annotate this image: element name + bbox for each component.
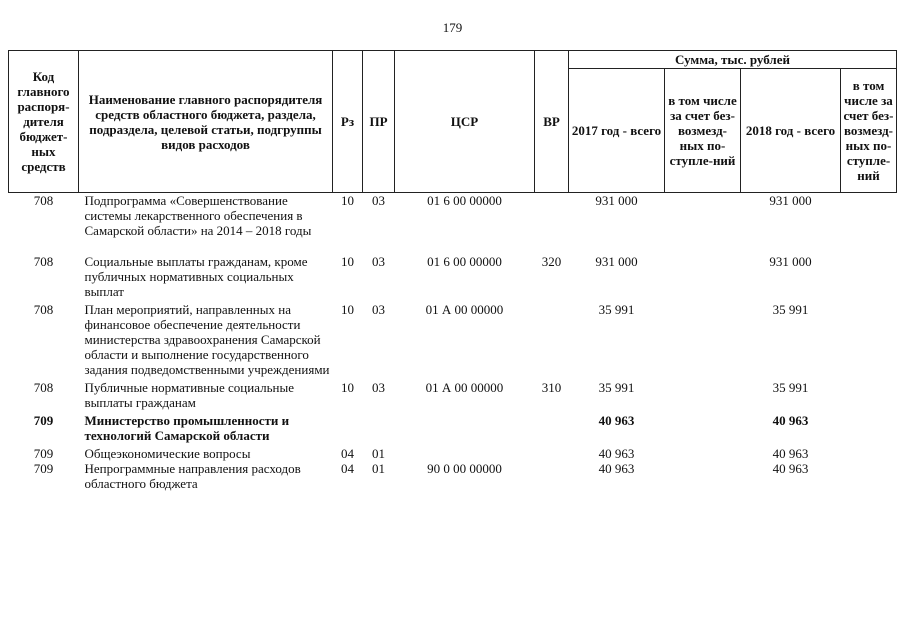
cell-2017-total: 931 000 bbox=[595, 193, 638, 208]
cell-csr bbox=[395, 443, 535, 461]
cell-2018-total: 931 000 bbox=[769, 254, 812, 269]
cell-2017-total: 40 963 bbox=[598, 461, 635, 476]
cell-2017-total: 35 991 bbox=[598, 302, 635, 317]
cell-vr bbox=[535, 299, 569, 377]
cell-rz bbox=[333, 410, 363, 443]
cell-2017-free bbox=[665, 443, 741, 461]
header-csr: ЦСР bbox=[395, 51, 535, 193]
cell-pr: 03 bbox=[372, 380, 385, 395]
cell-vr bbox=[535, 461, 569, 491]
cell-2018-total: 931 000 bbox=[769, 193, 812, 208]
cell-2017-free bbox=[665, 299, 741, 377]
cell-2018-free bbox=[841, 193, 897, 239]
cell-name: Непрограммные направления расходов областного бюджета bbox=[84, 461, 301, 491]
cell-pr: 01 bbox=[372, 461, 385, 476]
cell-code: 708 bbox=[33, 193, 54, 208]
cell-2017-total: 40 963 bbox=[598, 446, 635, 461]
cell-pr bbox=[363, 410, 395, 443]
cell-2018-total: 35 991 bbox=[772, 380, 809, 395]
cell-vr bbox=[535, 443, 569, 461]
cell-2018-free bbox=[841, 443, 897, 461]
cell-name: Общеэкономические вопросы bbox=[84, 446, 251, 461]
cell-code: 708 bbox=[33, 380, 54, 395]
cell-csr: 01 А 00 00000 bbox=[425, 302, 504, 317]
table-row bbox=[9, 193, 897, 239]
cell-2017-total: 40 963 bbox=[598, 413, 635, 428]
cell-code: 709 bbox=[33, 461, 54, 476]
cell-vr bbox=[535, 410, 569, 443]
cell-rz: 10 bbox=[341, 254, 354, 269]
cell-csr: 01 6 00 00000 bbox=[427, 254, 502, 269]
cell-2018-free bbox=[841, 238, 897, 299]
cell-name: Социальные выплаты гражданам, кроме публичных нормативных социальных выплат bbox=[84, 254, 308, 299]
header-2017-total: 2017 год - всего bbox=[569, 69, 665, 193]
table-row bbox=[9, 443, 897, 461]
cell-2018-free bbox=[841, 377, 897, 410]
cell-csr: 01 6 00 00000 bbox=[427, 193, 502, 208]
table-row bbox=[9, 299, 897, 377]
cell-2018-total: 40 963 bbox=[772, 413, 809, 428]
cell-name: Подпрограмма «Совершенствование системы лекарственного обеспечения в Самарской области» на 2014 – 2018 годы bbox=[84, 193, 312, 238]
header-2018-total: 2018 год - всего bbox=[741, 69, 841, 193]
cell-code: 709 bbox=[33, 446, 54, 461]
cell-2017-free bbox=[665, 461, 741, 491]
cell-vr bbox=[535, 193, 569, 239]
cell-2018-total: 40 963 bbox=[772, 461, 809, 476]
header-name: Наименование главного распорядителя средств областного бюджета, раздела, подраздела, целевой статьи, подгруппы видов расходов bbox=[79, 51, 333, 193]
cell-csr: 01 А 00 00000 bbox=[425, 380, 504, 395]
header-2018-free: в том числе за счет без-возмезд-ных по-ступле-ний bbox=[841, 69, 897, 193]
cell-2017-free bbox=[665, 410, 741, 443]
budget-table bbox=[8, 50, 897, 491]
cell-2017-total: 931 000 bbox=[595, 254, 638, 269]
cell-rz: 04 bbox=[341, 446, 354, 461]
table-row bbox=[9, 410, 897, 443]
header-rz: Рз bbox=[333, 51, 363, 193]
cell-2018-total: 40 963 bbox=[772, 446, 809, 461]
page-number: 179 bbox=[442, 20, 463, 35]
cell-2017-free bbox=[665, 238, 741, 299]
cell-code: 709 bbox=[33, 413, 54, 428]
cell-pr: 03 bbox=[372, 254, 385, 269]
header-sum-group: Сумма, тыс. рублей bbox=[569, 51, 897, 69]
table-row bbox=[9, 238, 897, 299]
table-row bbox=[9, 377, 897, 410]
cell-vr: 310 bbox=[541, 380, 562, 395]
cell-2018-free bbox=[841, 410, 897, 443]
cell-name: План мероприятий, направленных на финансовое обеспечение деятельности министерства здравоохранения Самарской области и выполнение государственного задания подведомственными учреждениями bbox=[84, 302, 330, 377]
header-2017-free: в том числе за счет без-возмезд-ных по-ступле-ний bbox=[665, 69, 741, 193]
cell-rz: 10 bbox=[341, 302, 354, 317]
cell-2017-free bbox=[665, 377, 741, 410]
cell-csr bbox=[395, 410, 535, 443]
cell-2018-free bbox=[841, 461, 897, 491]
cell-name: Министерство промышленности и технологий Самарской области bbox=[84, 413, 290, 443]
cell-pr: 03 bbox=[372, 302, 385, 317]
cell-pr: 03 bbox=[372, 193, 385, 208]
cell-pr: 01 bbox=[372, 446, 385, 461]
cell-name: Публичные нормативные социальные выплаты гражданам bbox=[84, 380, 294, 410]
cell-rz: 04 bbox=[341, 461, 354, 476]
header-pr: ПР bbox=[363, 51, 395, 193]
cell-2017-total: 35 991 bbox=[598, 380, 635, 395]
cell-2018-total: 35 991 bbox=[772, 302, 809, 317]
table-row bbox=[9, 461, 897, 491]
cell-2018-free bbox=[841, 299, 897, 377]
cell-rz: 10 bbox=[341, 380, 354, 395]
cell-code: 708 bbox=[33, 254, 54, 269]
cell-vr: 320 bbox=[541, 254, 562, 269]
cell-csr: 90 0 00 00000 bbox=[427, 461, 502, 476]
header-vr: ВР bbox=[535, 51, 569, 193]
header-code: Код главного распоря-дителя бюджет-ных средств bbox=[9, 51, 79, 193]
cell-rz: 10 bbox=[341, 193, 354, 208]
cell-code: 708 bbox=[33, 302, 54, 317]
cell-2017-free bbox=[665, 193, 741, 239]
